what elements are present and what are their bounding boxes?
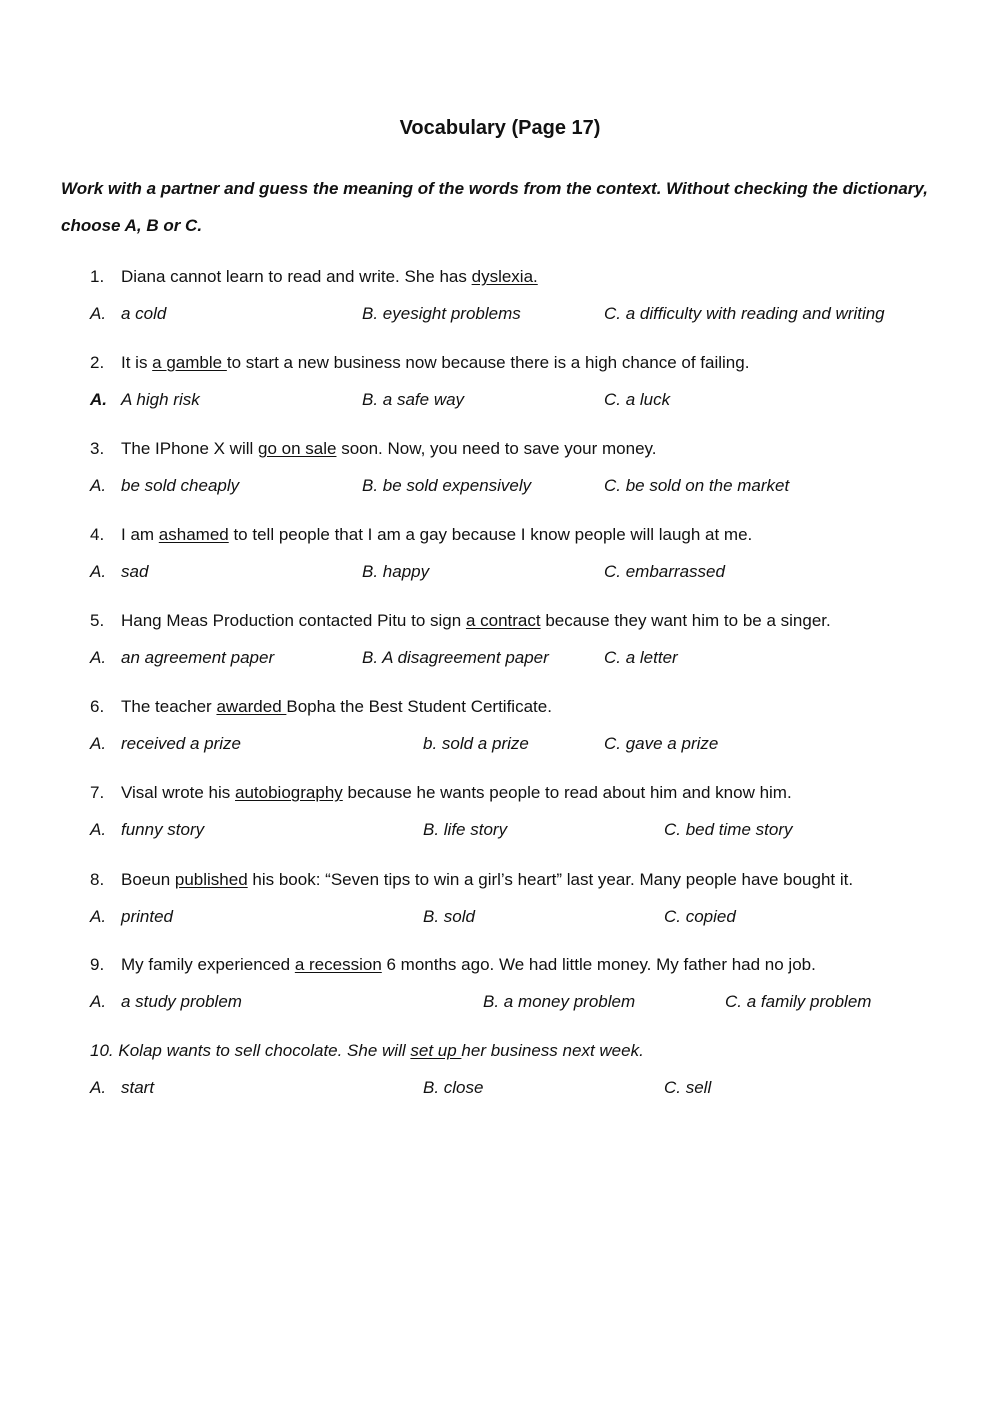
question-number: 6. — [90, 697, 105, 716]
question-number: 4. — [90, 525, 105, 544]
target-word: dyslexia. — [471, 267, 538, 286]
question-stem: 9. My family experienced a recession 6 months ago. We had little money. My father had no job. — [90, 953, 816, 977]
question-stem: 3. The IPhone X will go on sale soon. Now, you need to save your money. — [90, 437, 657, 461]
question-9 — [0, 953, 1000, 1033]
question-5 — [0, 609, 1000, 689]
target-word: a recession — [294, 955, 382, 974]
option-b: B. eyesight problems — [362, 304, 521, 323]
question-number: 2. — [90, 353, 105, 372]
option-c: C. gave a prize — [604, 734, 719, 753]
question-number: 8. — [90, 870, 105, 889]
option-b: B. happy — [362, 562, 430, 581]
target-word: published — [174, 870, 248, 889]
question-8 — [0, 868, 1000, 948]
option-c: C. sell — [664, 1078, 712, 1097]
question-number: 5. — [90, 611, 105, 630]
option-a: A. a cold — [90, 304, 167, 323]
target-word: a gamble — [152, 353, 227, 372]
option-a: A. a study problem — [90, 992, 242, 1011]
option-c: C. be sold on the market — [604, 476, 790, 495]
option-a: A. received a prize — [90, 734, 242, 753]
option-c: C. a family problem — [725, 992, 872, 1011]
question-stem: 10. Kolap wants to sell chocolate. She will set up her business next week. — [90, 1041, 644, 1060]
option-b: B. a money problem — [483, 992, 636, 1011]
option-c: C. bed time story — [664, 820, 793, 839]
question-number: 3. — [90, 439, 105, 458]
option-b: B. be sold expensively — [362, 476, 532, 495]
target-word: a contract — [465, 611, 541, 630]
option-c: C. a luck — [604, 390, 671, 409]
option-c: C. a difficulty with reading and writing — [604, 304, 885, 323]
question-stem: 2. It is a gamble to start a new business now because there is a high chance of failing. — [90, 351, 749, 375]
question-stem: 1. Diana cannot learn to read and write. She has dyslexia. — [90, 265, 538, 289]
option-a: A. printed — [90, 907, 173, 926]
target-word: go on sale — [258, 439, 337, 458]
question-number: 7. — [90, 783, 105, 802]
option-c: C. embarrassed — [604, 562, 725, 581]
option-b: B. A disagreement paper — [362, 648, 549, 667]
question-number: 1. — [90, 267, 105, 286]
target-word: ashamed — [158, 525, 229, 544]
question-stem: 8. Boeun published his book: “Seven tips to win a girl’s heart” last year. Many people have bought it. — [90, 868, 853, 892]
option-a: A. start — [90, 1078, 155, 1097]
target-word: autobiography — [235, 783, 343, 802]
option-a: A. A high risk — [90, 390, 200, 409]
option-b: B. a safe way — [362, 390, 465, 409]
option-b: b. sold a prize — [423, 734, 529, 753]
option-a: A. funny story — [90, 820, 205, 839]
question-4 — [0, 523, 1000, 603]
page-title: Vocabulary (Page 17) — [399, 117, 601, 139]
question-number: 9. — [90, 955, 105, 974]
option-a: A. an agreement paper — [90, 648, 275, 667]
target-word: awarded — [216, 697, 287, 716]
option-c: C. copied — [664, 907, 736, 926]
question-7 — [0, 781, 1000, 861]
question-number: 10. — [90, 1041, 114, 1060]
question-stem: 6. The teacher awarded Bopha the Best Student Certificate. — [90, 695, 552, 719]
question-stem: 4. I am ashamed to tell people that I am a gay because I know people will laugh at me. — [90, 523, 752, 547]
option-b: B. life story — [423, 820, 508, 839]
target-word: set up — [410, 1041, 462, 1060]
option-c: C. a letter — [604, 648, 678, 667]
option-b: B. close — [423, 1078, 484, 1097]
question-2 — [0, 351, 1000, 431]
question-stem: 5. Hang Meas Production contacted Pitu to sign a contract because they want him to be a singer. — [90, 609, 831, 633]
question-3 — [0, 437, 1000, 517]
instructions: Work with a partner and guess the meaning of the words from the context. Without checking the dictionary, choose A, B or C. — [61, 179, 928, 235]
question-stem: 7. Visal wrote his autobiography because he wants people to read about him and know him. — [90, 781, 792, 805]
question-1 — [0, 265, 1000, 345]
option-b: B. sold — [423, 907, 475, 926]
option-a: A. sad — [90, 562, 149, 581]
question-6 — [0, 695, 1000, 775]
option-a: A. be sold cheaply — [90, 476, 240, 495]
question-10 — [0, 1039, 1000, 1119]
